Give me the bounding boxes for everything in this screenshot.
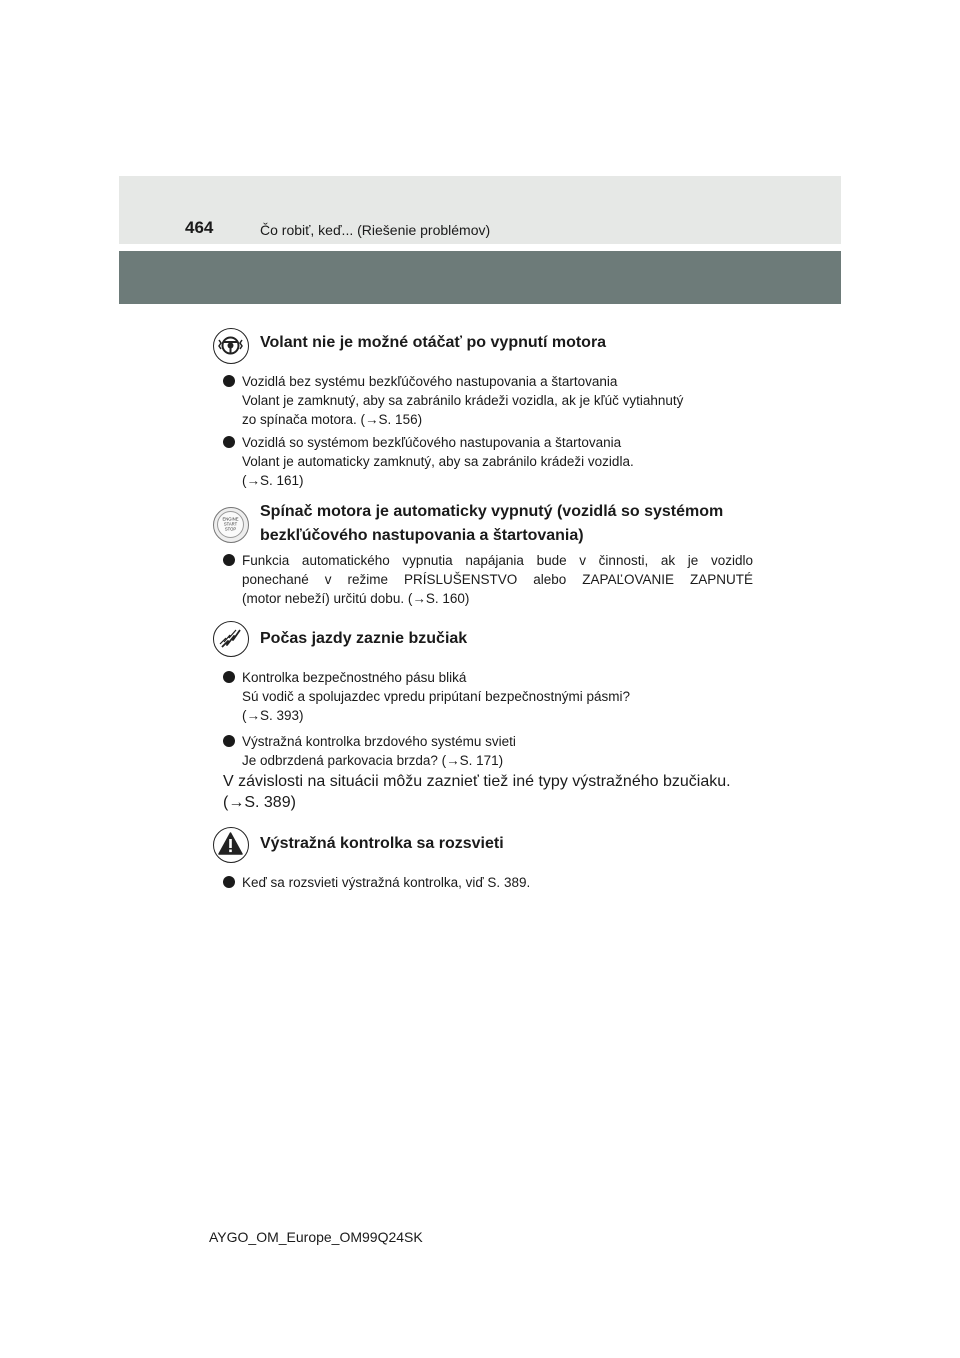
bullet-icon xyxy=(223,876,235,888)
heading-steering-lock: Volant nie je možné otáčať po vypnutí motora xyxy=(260,334,607,351)
list-item: Keď sa rozsvieti výstražná kontrolka, viď S. 389. xyxy=(223,873,753,892)
bullet-icon xyxy=(223,436,235,448)
svg-text:STOP: STOP xyxy=(224,526,237,532)
list-item: Vozidlá so systémom bezkľúčového nastupovania a štartovania Volant je automaticky zamknutý, aby sa zabránilo krádeži vozidla. (→S. 161) xyxy=(223,433,753,490)
page-number: 464 xyxy=(185,218,214,237)
engine-start-stop-icon xyxy=(213,507,249,543)
steering-lock-icon xyxy=(213,328,249,364)
buzzer-note-paragraph: V závislosti na situácii môžu zaznieť tiež iné typy výstražného bzučiaku. (→S. 389) xyxy=(223,773,731,811)
heading-warning-light: Výstražná kontrolka sa rozsvieti xyxy=(260,835,504,852)
list-item: Funkcia automatického vypnutia napájania bude v činnosti, ak je vozidlo ponechané v režime PRÍSLUŠENSTVO alebo ZAPAĽOVANIE ZAPNUTÉ (motor nebeží) určitú dobu. (→S. 160) xyxy=(223,551,753,608)
warning-triangle-icon xyxy=(213,827,249,863)
bullet-icon xyxy=(223,735,235,747)
document-code: AYGO_OM_Europe_OM99Q24SK xyxy=(209,1229,423,1245)
list-item: Vozidlá bez systému bezkľúčového nastupovania a štartovania Volant je zamknutý, aby sa zabránilo krádeži vozidla, ak je kľúč vytiahnutý zo spínača motora. (→S. 156) xyxy=(223,372,753,429)
section-title: Čo robiť, keď... (Riešenie problémov) xyxy=(260,222,491,238)
bullet-icon xyxy=(223,375,235,387)
list-item: Kontrolka bezpečnostného pásu bliká Sú vodič a spolujazdec vpredu pripútaní bezpečnostnými pásmi? (→S. 393) xyxy=(223,668,753,725)
svg-text:ENGINE: ENGINE xyxy=(222,516,239,522)
list-item: Výstražná kontrolka brzdového systému svieti Je odbrzdená parkovacia brzda? (→S. 171) xyxy=(223,732,753,770)
buzzer-icon xyxy=(213,621,249,657)
bullet-icon xyxy=(223,671,235,683)
heading-auto-power-off: Spínač motora je automaticky vypnutý (vozidlá so systémom bezkľúčového nastupovania a štartovania) xyxy=(260,503,724,544)
section-banner xyxy=(119,251,841,304)
svg-text:START: START xyxy=(223,521,238,527)
heading-buzzer: Počas jazdy zaznie bzučiak xyxy=(260,630,468,647)
bullet-icon xyxy=(223,554,235,566)
